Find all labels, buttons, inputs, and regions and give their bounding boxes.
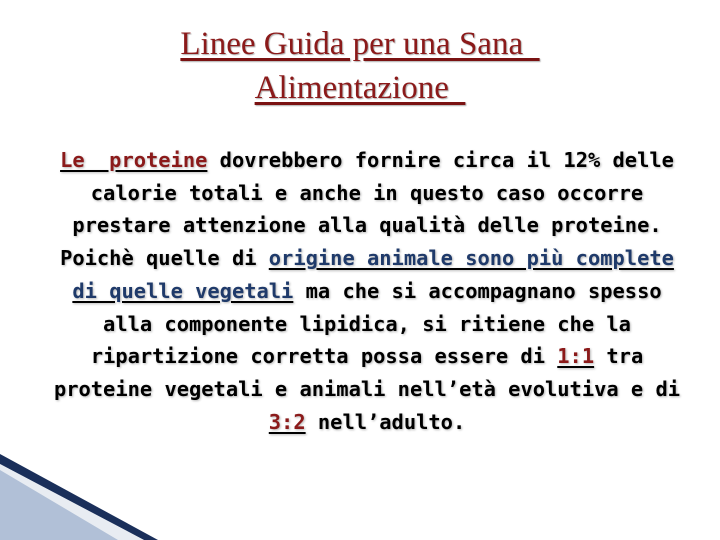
slide-title: [0, 22, 720, 110]
title-line-1: Linee Guida per una Sana: [180, 26, 540, 62]
term-proteine: Le proteine: [60, 148, 208, 172]
body-text-4: nell’adulto.: [305, 409, 466, 434]
body-text-3: tra proteine vegetali e animali nell’età evolutiva e di: [53, 344, 681, 401]
ratio-adulto: 3:2: [268, 409, 306, 434]
ratio-evolutiva: 1:1: [557, 344, 595, 369]
body-paragraph: [50, 144, 684, 438]
body-text-2: ma che si accompagnano spesso alla componente lipidica, si ritiene che la ripartizione corretta possa essere di: [90, 278, 662, 369]
title-line-2: Alimentazione: [254, 70, 466, 106]
body-text-1: dovrebbero fornire circa il 12% delle calorie totali e anche in questo caso occorre prestare attenzione alla qualità delle proteine. Poichè quelle di: [60, 148, 674, 271]
decorative-swoosh: [0, 440, 720, 540]
link-origine-animale: origine animale sono più complete di quelle vegetali: [72, 246, 674, 303]
